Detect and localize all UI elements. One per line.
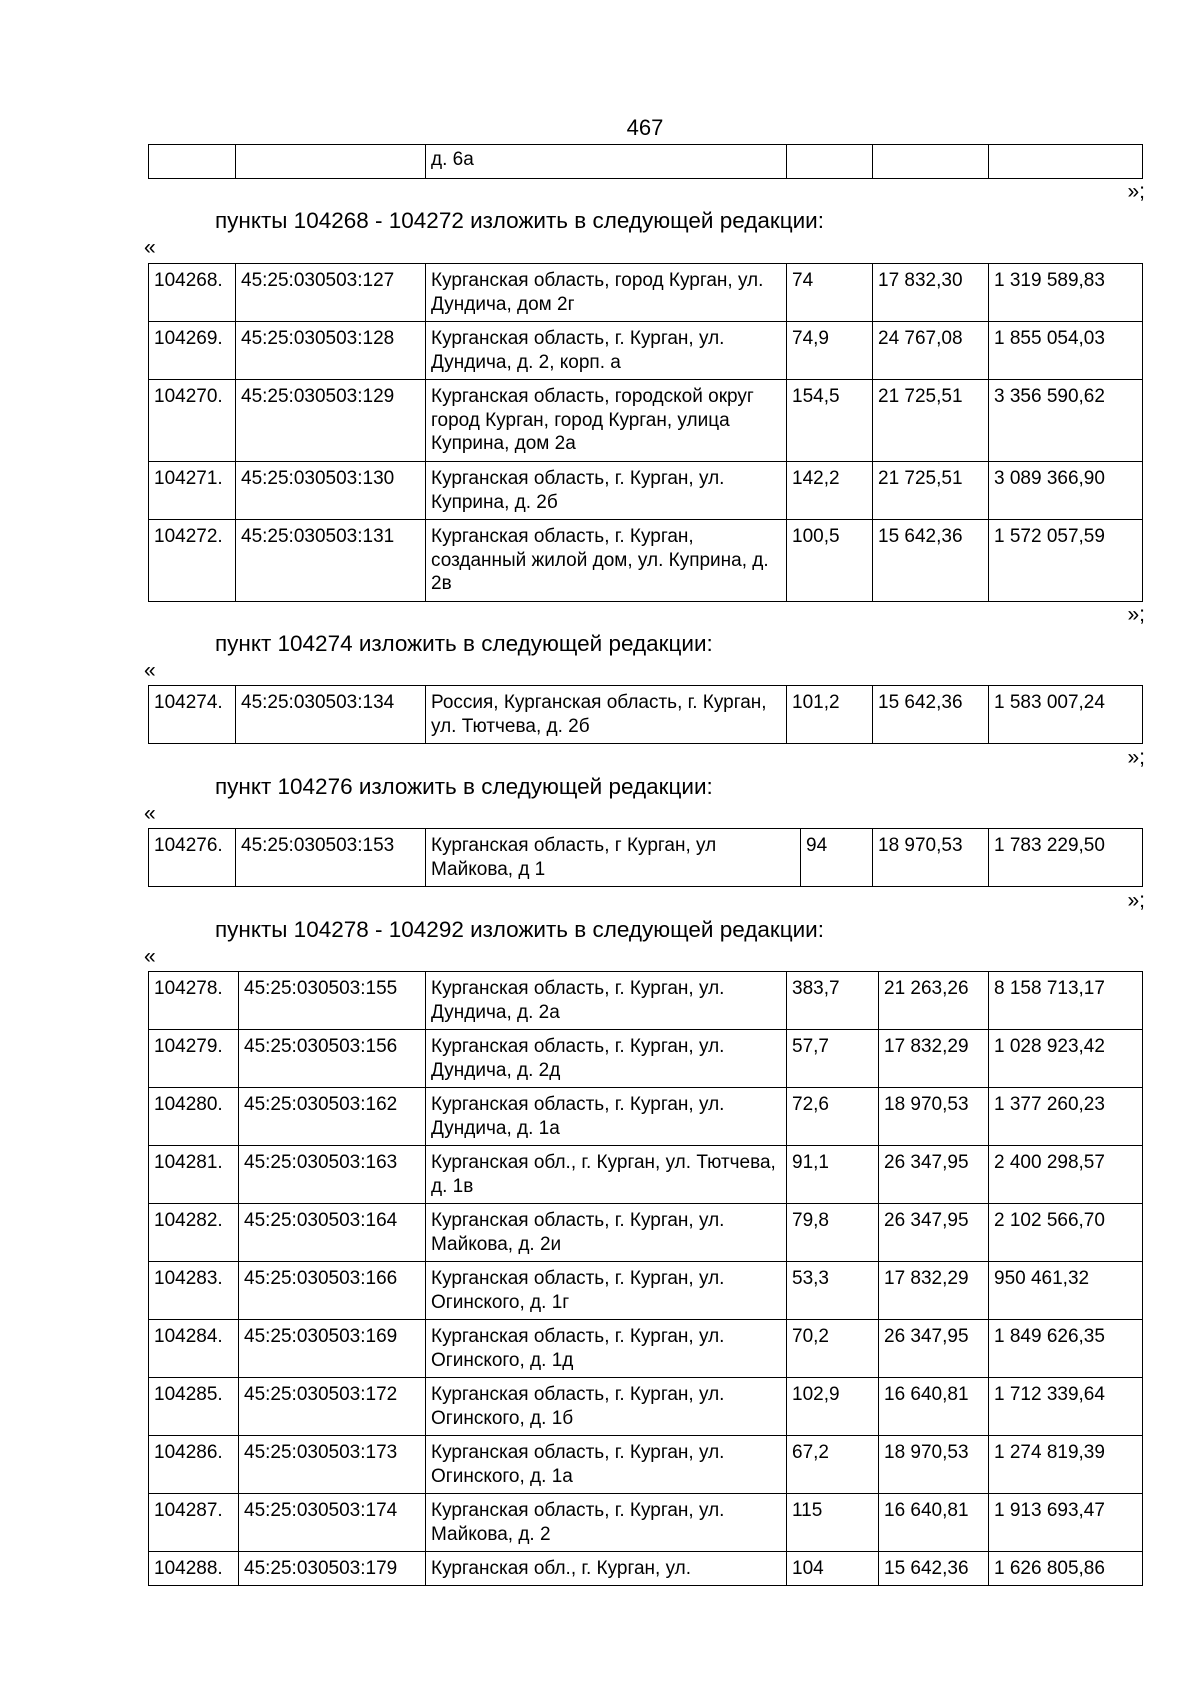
- cell-value: 1 855 054,03: [989, 322, 1143, 380]
- cell-rate: 26 347,95: [879, 1320, 989, 1378]
- data-table: [148, 971, 1143, 1586]
- opening-quote: «: [144, 659, 156, 682]
- opening-quote: «: [144, 802, 156, 825]
- cell-address: Курганская область, г. Курган, ул. Огинского, д. 1а: [426, 1436, 787, 1494]
- cell-number: 104271.: [149, 462, 236, 520]
- cell-value: 3 356 590,62: [989, 380, 1143, 462]
- cell-cadastral: 45:25:030503:130: [236, 462, 426, 520]
- table-row: [149, 264, 1143, 322]
- table-row: [149, 1262, 1143, 1320]
- cell-value: 1 626 805,86: [989, 1552, 1143, 1586]
- cell-address: Курганская область, г. Курган, ул. Майкова, д. 2: [426, 1494, 787, 1552]
- table-row: [149, 972, 1143, 1030]
- cell-cadastral: 45:25:030503:169: [239, 1320, 426, 1378]
- cell-number: 104286.: [149, 1436, 239, 1494]
- cell-address: Курганская область, г. Курган, ул. Огинского, д. 1д: [426, 1320, 787, 1378]
- section-heading: пункт 104276 изложить в следующей редакции:: [215, 774, 713, 799]
- cell-area: 100,5: [787, 520, 873, 602]
- cell-address: Курганская обл., г. Курган, ул.: [426, 1552, 787, 1586]
- cell-number: 104274.: [149, 686, 236, 744]
- cell-rate: 15 642,36: [873, 686, 989, 744]
- cell-rate: 24 767,08: [873, 322, 989, 380]
- cell-cadastral: 45:25:030503:127: [236, 264, 426, 322]
- table-row: [149, 322, 1143, 380]
- cell-area: 72,6: [787, 1088, 879, 1146]
- cell-number: 104276.: [149, 829, 236, 887]
- cell-address: Курганская область, г. Курган, ул. Дундича, д. 1а: [426, 1088, 787, 1146]
- cell-number: 104285.: [149, 1378, 239, 1436]
- cell-area: 79,8: [787, 1204, 879, 1262]
- cell-area: 91,1: [787, 1146, 879, 1204]
- cell-rate: 18 970,53: [873, 829, 989, 887]
- table-row: [149, 686, 1143, 744]
- cell-cadastral: 45:25:030503:164: [239, 1204, 426, 1262]
- cell-address: Курганская область, г. Курган, ул. Куприна, д. 2б: [426, 462, 787, 520]
- page-number: 467: [626, 115, 664, 140]
- cell-cadastral: 45:25:030503:163: [239, 1146, 426, 1204]
- table-row: [149, 380, 1143, 462]
- cell-area: 383,7: [787, 972, 879, 1030]
- cell-cadastral: 45:25:030503:134: [236, 686, 426, 744]
- cell-number: 104278.: [149, 972, 239, 1030]
- cell-cadastral: 45:25:030503:155: [239, 972, 426, 1030]
- data-table: [148, 685, 1143, 744]
- cell-rate: 17 832,29: [879, 1030, 989, 1088]
- cell-number: 104270.: [149, 380, 236, 462]
- cell-number: 104284.: [149, 1320, 239, 1378]
- cell-area: 142,2: [787, 462, 873, 520]
- cell-address: Россия, Курганская область, г. Курган, ул. Тютчева, д. 2б: [426, 686, 787, 744]
- cell-address: Курганская область, г Курган, ул Майкова, д 1: [426, 829, 801, 887]
- cell-number: 104269.: [149, 322, 236, 380]
- table-row: [149, 1552, 1143, 1586]
- cell-rate: 17 832,30: [873, 264, 989, 322]
- cell-cadastral: 45:25:030503:131: [236, 520, 426, 602]
- cell-address: Курганская область, городской округ город Курган, город Курган, улица Куприна, дом 2а: [426, 380, 787, 462]
- table-row: [149, 520, 1143, 602]
- cell-cadastral: 45:25:030503:129: [236, 380, 426, 462]
- cell-area: 101,2: [787, 686, 873, 744]
- closing-quote: »;: [1127, 889, 1145, 912]
- cell-number: 104287.: [149, 1494, 239, 1552]
- cell-rate: 15 642,36: [873, 520, 989, 602]
- cell-rate: 21 725,51: [873, 462, 989, 520]
- cell-cadastral: 45:25:030503:162: [239, 1088, 426, 1146]
- cell-cadastral: 45:25:030503:173: [239, 1436, 426, 1494]
- cell-number: 104279.: [149, 1030, 239, 1088]
- cell-value: 1 849 626,35: [989, 1320, 1143, 1378]
- cell-number: 104268.: [149, 264, 236, 322]
- data-table: [148, 828, 1143, 887]
- cell-area: 154,5: [787, 380, 873, 462]
- cell-value: [989, 145, 1143, 179]
- table-row: [149, 1146, 1143, 1204]
- cell-value: 1 712 339,64: [989, 1378, 1143, 1436]
- cell-address: Курганская область, г. Курган, ул. Огинского, д. 1б: [426, 1378, 787, 1436]
- table-row: [149, 1030, 1143, 1088]
- table-row: [149, 1320, 1143, 1378]
- cell-address: Курганская область, г. Курган, созданный жилой дом, ул. Куприна, д. 2в: [426, 520, 787, 602]
- cell-number: [149, 145, 236, 179]
- cell-area: [787, 145, 873, 179]
- table-row: [149, 1436, 1143, 1494]
- cell-cadastral: 45:25:030503:128: [236, 322, 426, 380]
- cell-value: 1 377 260,23: [989, 1088, 1143, 1146]
- opening-quote: «: [144, 945, 156, 968]
- cell-value: 8 158 713,17: [989, 972, 1143, 1030]
- cell-rate: 26 347,95: [879, 1204, 989, 1262]
- cell-area: 67,2: [787, 1436, 879, 1494]
- cell-area: 70,2: [787, 1320, 879, 1378]
- cell-number: 104272.: [149, 520, 236, 602]
- table-row: [149, 1494, 1143, 1552]
- table-row: [149, 829, 1143, 887]
- cell-cadastral: 45:25:030503:172: [239, 1378, 426, 1436]
- cell-rate: [873, 145, 989, 179]
- cell-area: 74: [787, 264, 873, 322]
- cell-area: 94: [801, 829, 873, 887]
- cell-value: 3 089 366,90: [989, 462, 1143, 520]
- cell-address: Курганская область, г. Курган, ул. Дундича, д. 2д: [426, 1030, 787, 1088]
- section-heading: пункты 104268 - 104272 изложить в следующей редакции:: [215, 208, 825, 233]
- cell-cadastral: 45:25:030503:174: [239, 1494, 426, 1552]
- top-fragment-table: [148, 144, 1143, 179]
- cell-rate: 26 347,95: [879, 1146, 989, 1204]
- cell-cadastral: [236, 145, 426, 179]
- cell-number: 104280.: [149, 1088, 239, 1146]
- cell-value: 1 913 693,47: [989, 1494, 1143, 1552]
- table-row: [149, 462, 1143, 520]
- cell-area: 102,9: [787, 1378, 879, 1436]
- cell-rate: 15 642,36: [879, 1552, 989, 1586]
- cell-address: д. 6а: [426, 145, 787, 179]
- closing-quote: »;: [1127, 603, 1145, 626]
- table-row: [149, 1204, 1143, 1262]
- cell-value: 2 400 298,57: [989, 1146, 1143, 1204]
- cell-rate: 18 970,53: [879, 1436, 989, 1494]
- closing-quote: »;: [1127, 180, 1145, 203]
- cell-value: 2 102 566,70: [989, 1204, 1143, 1262]
- cell-rate: 21 725,51: [873, 380, 989, 462]
- cell-value: 1 319 589,83: [989, 264, 1143, 322]
- cell-number: 104281.: [149, 1146, 239, 1204]
- cell-address: Курганская область, г. Курган, ул. Майкова, д. 2и: [426, 1204, 787, 1262]
- cell-value: 1 783 229,50: [989, 829, 1143, 887]
- cell-cadastral: 45:25:030503:156: [239, 1030, 426, 1088]
- section-heading: пункт 104274 изложить в следующей редакции:: [215, 631, 713, 656]
- cell-rate: 16 640,81: [879, 1494, 989, 1552]
- cell-number: 104283.: [149, 1262, 239, 1320]
- data-table: [148, 263, 1143, 602]
- cell-rate: 21 263,26: [879, 972, 989, 1030]
- table-row: [149, 145, 1143, 179]
- cell-area: 104: [787, 1552, 879, 1586]
- cell-area: 53,3: [787, 1262, 879, 1320]
- cell-area: 57,7: [787, 1030, 879, 1088]
- cell-number: 104288.: [149, 1552, 239, 1586]
- cell-area: 115: [787, 1494, 879, 1552]
- section-heading: пункты 104278 - 104292 изложить в следующей редакции:: [215, 917, 825, 942]
- cell-area: 74,9: [787, 322, 873, 380]
- cell-address: Курганская область, г. Курган, ул. Огинского, д. 1г: [426, 1262, 787, 1320]
- cell-number: 104282.: [149, 1204, 239, 1262]
- cell-rate: 16 640,81: [879, 1378, 989, 1436]
- cell-cadastral: 45:25:030503:166: [239, 1262, 426, 1320]
- cell-address: Курганская область, город Курган, ул. Дундича, дом 2г: [426, 264, 787, 322]
- closing-quote: »;: [1127, 746, 1145, 769]
- cell-cadastral: 45:25:030503:153: [236, 829, 426, 887]
- cell-value: 950 461,32: [989, 1262, 1143, 1320]
- cell-rate: 17 832,29: [879, 1262, 989, 1320]
- cell-value: 1 028 923,42: [989, 1030, 1143, 1088]
- cell-address: Курганская область, г. Курган, ул. Дундича, д. 2а: [426, 972, 787, 1030]
- cell-address: Курганская обл., г. Курган, ул. Тютчева, д. 1в: [426, 1146, 787, 1204]
- opening-quote: «: [144, 236, 156, 259]
- cell-address: Курганская область, г. Курган, ул. Дундича, д. 2, корп. а: [426, 322, 787, 380]
- cell-value: 1 583 007,24: [989, 686, 1143, 744]
- cell-value: 1 572 057,59: [989, 520, 1143, 602]
- cell-cadastral: 45:25:030503:179: [239, 1552, 426, 1586]
- cell-value: 1 274 819,39: [989, 1436, 1143, 1494]
- cell-rate: 18 970,53: [879, 1088, 989, 1146]
- table-row: [149, 1088, 1143, 1146]
- table-row: [149, 1378, 1143, 1436]
